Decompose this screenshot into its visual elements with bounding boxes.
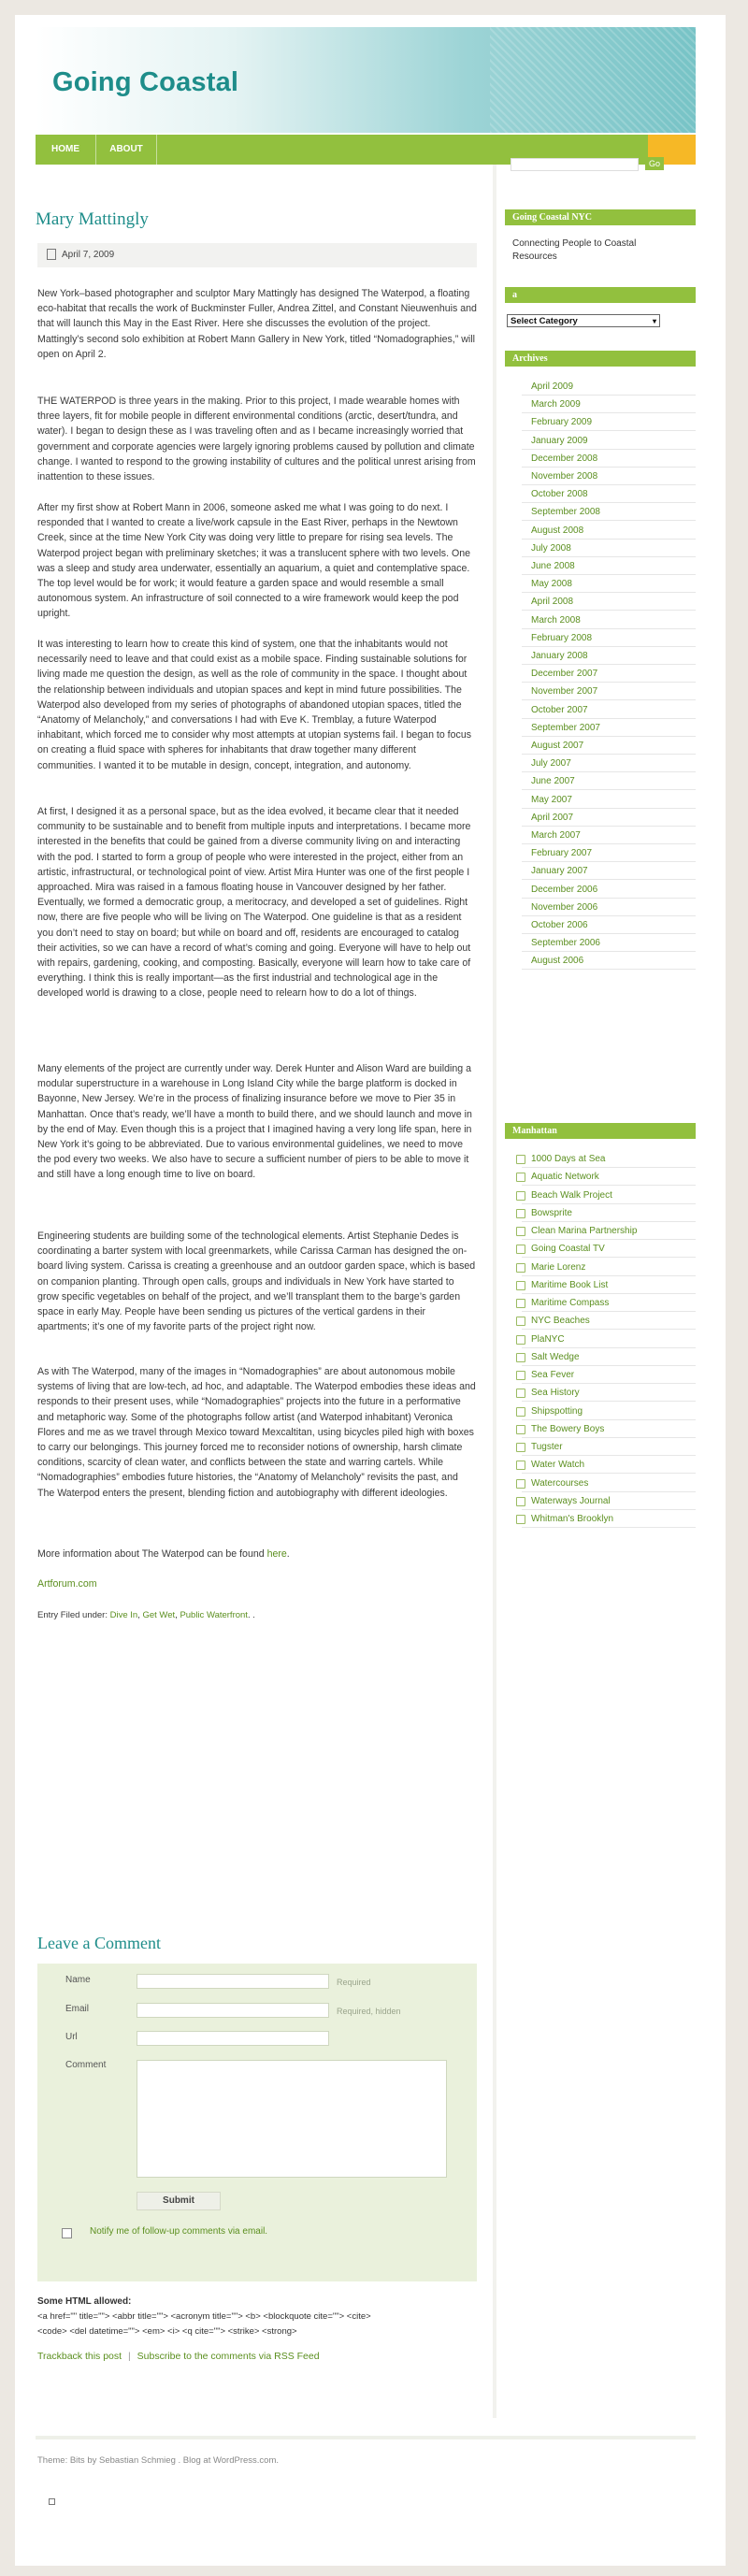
archive-divider — [522, 771, 696, 772]
comment-textarea[interactable] — [137, 2060, 447, 2178]
manhattan-link[interactable]: Going Coastal TV — [531, 1244, 605, 1255]
link-divider — [522, 1365, 696, 1366]
link-divider — [522, 1401, 696, 1402]
manhattan-link[interactable]: PlaNYC — [531, 1333, 565, 1345]
search-button[interactable]: Go — [645, 157, 664, 170]
link-divider — [522, 1275, 696, 1276]
submit-button[interactable]: Submit — [137, 2192, 221, 2210]
widget-heading-archives: Archives — [505, 351, 696, 367]
archive-divider — [522, 467, 696, 468]
link-divider — [522, 1509, 696, 1510]
link-divider — [522, 1203, 696, 1204]
archive-divider — [522, 664, 696, 665]
archive-link[interactable]: September 2008 — [531, 507, 600, 518]
more-info-link[interactable]: here — [266, 1548, 287, 1560]
stats-icon — [49, 2498, 55, 2505]
link-divider — [522, 1185, 696, 1186]
manhattan-link[interactable]: Clean Marina Partnership — [531, 1226, 638, 1236]
external-link-icon — [516, 1335, 525, 1345]
external-link-icon — [516, 1479, 525, 1489]
archive-link[interactable]: April 2008 — [531, 597, 574, 608]
artforum-paragraph — [37, 1576, 97, 1591]
archive-link[interactable]: December 2007 — [531, 669, 598, 680]
manhattan-link[interactable]: Water Watch — [531, 1460, 585, 1471]
filed-under-suffix: . . — [247, 1610, 255, 1620]
manhattan-link[interactable]: Waterways Journal — [531, 1495, 611, 1506]
archive-divider — [522, 915, 696, 916]
archive-link[interactable]: July 2008 — [531, 542, 571, 554]
external-link-icon — [516, 1209, 525, 1218]
filed-under-label: Entry Filed under: — [37, 1610, 110, 1620]
allowed-html-line: <a href="" title=""> <abbr title=""> <acronym title=""> <b> <blockquote cite=""> <cite> — [37, 2311, 371, 2322]
archive-divider — [522, 574, 696, 575]
footer-divider — [36, 2436, 696, 2439]
post-paragraph: After my first show at Robert Mann in 2006, someone asked me what I was going to do next. I responded that I wanted to create a live/work capsule in the East River, perhaps in the Newtown Creek, since at the time New York City was doing very little to prepare for rising sea levels. The Waterpod project began with preliminary sketches; it was a translucent sphere with two levels. One was a sleep and study area underwater, essentially an aquarium, a quiet and contemplative space. The top level would be for work; it would feature a garden space and would resemble a small autonomous system. An infrastructure of soil connected to a wire framework would keep the pod upright. — [37, 502, 471, 620]
post-title[interactable]: Mary Mattingly — [36, 209, 149, 229]
sidebar-divider — [493, 165, 496, 2418]
chevron-down-icon: ▾ — [652, 317, 656, 325]
archive-link[interactable]: June 2008 — [531, 561, 575, 571]
archive-divider — [522, 969, 696, 970]
more-info — [37, 1547, 290, 1561]
archive-divider — [522, 592, 696, 593]
manhattan-link[interactable]: Maritime Book List — [531, 1279, 609, 1290]
manhattan-link[interactable]: Shipspotting — [531, 1405, 583, 1417]
rss-link[interactable]: Subscribe to the comments via RSS Feed — [137, 2351, 320, 2362]
archive-link[interactable]: October 2007 — [531, 704, 588, 715]
archive-divider — [522, 826, 696, 827]
manhattan-link[interactable]: Maritime Compass — [531, 1298, 610, 1308]
external-link-icon — [516, 1407, 525, 1417]
archive-link[interactable]: May 2008 — [531, 579, 572, 590]
url-label: Url — [65, 2032, 78, 2042]
link-divider — [522, 1437, 696, 1438]
archive-link[interactable]: November 2008 — [531, 471, 598, 482]
archive-divider — [522, 539, 696, 540]
link-divider — [522, 1329, 696, 1330]
external-link-icon — [516, 1245, 525, 1254]
manhattan-link[interactable]: Aquatic Network — [531, 1172, 599, 1183]
manhattan-link[interactable]: Sea History — [531, 1388, 580, 1399]
external-link-icon — [516, 1299, 525, 1308]
post-paragraph: Many elements of the project are currently under way. Derek Hunter and Alison Ward are building a modular superstructure in a warehouse in Long Island City while the barge platform is docked in Bayonne, New Jersey. We’re in the process of finalizing insurance before we move to Pier 35 in Manhattan. Once that’s ready, we’ll have a month to build there, and we should launch and move in by the end of May. Even though this is a project that I imagined having a very long life span, here in New York it’s going to be abbreviated. Due to various environmental guidelines, we need to move the pod every two weeks. We also have to secure a sufficient number of piers to be able to move it and still have a long enough time to live on board. — [37, 1063, 472, 1181]
link-divider — [522, 1527, 696, 1528]
archive-link[interactable]: January 2007 — [531, 866, 588, 877]
external-link-icon — [516, 1263, 525, 1273]
post-paragraph: Engineering students are building some of the technological elements. Artist Stephanie Dedes is coordinating a barter system with local greenmarkets, while Carissa Carman has designed the on-board living system. Carissa is creating a greenhouse and an outdoor garden space, which is based on companion planting. Through open calls, groups and individuals in New York have started to grow specific vegetables on behalf of the project, and we’ll transplant them to the barge’s garden space in early May. People have been sending us pictures of the vertical gardens in their apartments; it’s one of my favorite parts of the project right now. — [37, 1230, 476, 1333]
archive-link[interactable]: July 2007 — [531, 758, 571, 770]
widget-heading-categories: a — [505, 287, 696, 303]
filed-under: Entry Filed under: Dive In, Get Wet, Public Waterfront. . — [37, 1610, 255, 1620]
allowed-html-title: Some HTML allowed: — [37, 2296, 132, 2307]
widget-heading-nyc: Going Coastal NYC — [505, 209, 696, 225]
comment-label: Comment — [65, 2060, 107, 2070]
archive-link[interactable]: March 2008 — [531, 614, 581, 626]
manhattan-link[interactable]: Bowsprite — [531, 1207, 572, 1218]
link-divider — [522, 1293, 696, 1294]
manhattan-link[interactable]: Marie Lorenz — [531, 1261, 586, 1273]
comment-heading: Leave a Comment — [37, 1934, 161, 1952]
archive-divider — [522, 502, 696, 503]
external-link-icon — [516, 1317, 525, 1326]
notify-label: Notify me of follow-up comments via email. — [90, 2226, 268, 2237]
manhattan-link[interactable]: Sea Fever — [531, 1370, 575, 1380]
manhattan-link[interactable]: Tugster — [531, 1442, 563, 1452]
more-info-suffix: . — [286, 1548, 290, 1560]
name-required-note: Required — [337, 1978, 371, 1987]
archive-link[interactable]: February 2008 — [531, 632, 593, 643]
external-link-icon — [516, 1443, 525, 1452]
manhattan-link[interactable]: Salt Wedge — [531, 1351, 580, 1362]
archive-divider — [522, 412, 696, 413]
archive-divider — [522, 682, 696, 683]
site-title[interactable]: Going Coastal — [52, 67, 239, 97]
category-link[interactable]: Dive In — [109, 1610, 138, 1620]
external-link-icon — [516, 1461, 525, 1470]
manhattan-link[interactable]: Beach Walk Project — [531, 1189, 612, 1201]
archive-divider — [522, 898, 696, 899]
external-link-icon — [516, 1515, 525, 1524]
archive-link[interactable]: June 2007 — [531, 776, 575, 787]
archive-divider — [522, 646, 696, 647]
archive-link[interactable]: December 2008 — [531, 453, 598, 464]
name-label: Name — [65, 1975, 91, 1985]
archive-divider — [522, 879, 696, 880]
external-link-icon — [516, 1371, 525, 1380]
manhattan-link[interactable]: 1000 Days at Sea — [531, 1154, 606, 1164]
post-paragraph: THE WATERPOD is three years in the making. Prior to this project, I made wearable homes with three layers, fit for mobile people in different environmental conditions (arctic, desert/tundra, and water). I began to design these as I was traveling often and as I became increasingly worried that government and corporate agencies were largely ignoring problems caused by pollution and climate change. I wanted to respond to the growing instability of cultures and the political unrest arising from inattention to these issues. — [37, 396, 476, 483]
category-select[interactable] — [507, 314, 660, 327]
trackback-separator: | — [127, 2351, 131, 2362]
archive-link[interactable]: January 2009 — [531, 435, 588, 446]
post-date: April 7, 2009 — [62, 250, 115, 260]
more-info-text: More information about The Waterpod can be found — [37, 1548, 267, 1560]
archive-link[interactable]: September 2006 — [531, 938, 600, 949]
archive-link[interactable]: February 2009 — [531, 417, 593, 428]
archive-link[interactable]: November 2007 — [531, 686, 598, 698]
archive-link[interactable]: April 2009 — [531, 381, 574, 392]
archive-link[interactable]: November 2006 — [531, 901, 598, 913]
archive-link[interactable]: February 2007 — [531, 848, 593, 859]
link-divider — [522, 1239, 696, 1240]
search-input[interactable] — [511, 158, 639, 171]
link-divider — [522, 1419, 696, 1420]
notify-checkbox[interactable] — [62, 2228, 72, 2238]
link-divider — [522, 1221, 696, 1222]
archive-divider — [522, 718, 696, 719]
archive-divider — [522, 430, 696, 431]
archive-divider — [522, 736, 696, 737]
archive-divider — [522, 754, 696, 755]
archive-divider — [522, 520, 696, 521]
artforum-link[interactable]: Artforum.com — [37, 1578, 97, 1590]
external-link-icon — [516, 1497, 525, 1506]
archive-link[interactable]: January 2008 — [531, 651, 588, 661]
url-input[interactable] — [137, 2031, 329, 2046]
archive-link[interactable]: August 2007 — [531, 741, 584, 751]
archive-divider — [522, 789, 696, 790]
external-link-icon — [516, 1353, 525, 1362]
external-link-icon — [516, 1227, 525, 1236]
archive-divider — [522, 933, 696, 934]
external-link-icon — [516, 1425, 525, 1434]
archive-link[interactable]: March 2007 — [531, 830, 581, 841]
manhattan-link[interactable]: The Bowery Boys — [531, 1423, 605, 1434]
email-required-note: Required, hidden — [337, 2007, 401, 2016]
archive-divider — [522, 951, 696, 952]
link-divider — [522, 1257, 696, 1258]
post-paragraph: At first, I designed it as a personal space, but as the idea evolved, it became clear that it needed community to be sustainable and to benefit from multiple inputs and interpretations. I became more interested in the benefits that could be gained from a diverse community living on and interacting with the pod. I started to form a group of people who were interested in the project, either from an artistic, infrastructural, or technological point of view. Artist Mira Hunter was one of the first people I approached. Mira was raised in a famous floating house in Vancouver designed by her father. Eventually, we formed a democratic group, a meritocracy, and developed a set of guidelines. Right now, there are five people who will be living on The Waterpod. One guideline is that as a resident you don’t need to stay on board; but while on board and off, residents are encouraged to catalog their activities, so we can have a record of what’s coming and going. Everyone will have to help out with repairs, gardening, cooking, and composting. Basically, everyone will learn how to take care of everything. I think this is really important—as the first industrial and technological age in the developed world is drawing to a close, people need to relearn how to do a lot of things. — [37, 806, 471, 1000]
archive-divider — [522, 861, 696, 862]
manhattan-link[interactable]: Whitman's Brooklyn — [531, 1514, 614, 1524]
external-link-icon — [516, 1155, 525, 1164]
archive-link[interactable]: August 2008 — [531, 525, 584, 536]
manhattan-link[interactable]: NYC Beaches — [531, 1316, 590, 1327]
archive-divider — [522, 808, 696, 809]
nav-item-about[interactable]: ABOUT — [96, 135, 157, 165]
archive-link[interactable]: October 2008 — [531, 489, 588, 500]
post-paragraph: New York–based photographer and sculptor Mary Mattingly has designed The Waterpod, a floating eco-habitat that recalls the work of Buckminster Fuller, Andrea Zittel, and Constant Nieuwenhuis and that will launch this May in the East River. Here she discusses the evolution of the project. Mattingly’s second solo exhibition at Robert Mann Gallery in New York, titled “Nomadographies,” will open on April 2. — [37, 288, 477, 360]
archive-link[interactable]: March 2009 — [531, 399, 581, 410]
allowed-html-line: <code> <del datetime=""> <em> <i> <q cite=""> <strike> <strong> — [37, 2326, 297, 2337]
document-icon — [47, 249, 56, 260]
category-link[interactable]: Public Waterfront — [180, 1610, 248, 1620]
archive-link[interactable]: April 2007 — [531, 812, 574, 823]
archive-link[interactable]: May 2007 — [531, 794, 572, 805]
post-meta — [37, 243, 477, 267]
post-paragraph: As with The Waterpod, many of the images in “Nomadographies” are about autonomous mobile systems of living that are low-tech, ad hoc, and adaptable. The Waterpod embodies these ideas and responds to their present uses, while “Nomadographies” projects into the future in a performative and metaphoric way. Some of the photographs follow artist (and Waterpod inhabitant) Veronica Flores and me as we travel through Mexico toward Mexcaltitan, using bicycles piled high with boxes to carry our belongings. This journey forced me to reconsider notions of ownership, harsh climate conditions, scarcity of clean water, and conflicts between the state and warring cartels. While “Nomadographies” embodies future histories, the “Anatomy of Melancholy” revisits the past, and The Waterpod enters the present, blending fiction and autobiography with different ideologies. — [37, 1366, 476, 1499]
trackback-row — [37, 2351, 320, 2362]
email-label: Email — [65, 2004, 90, 2014]
external-link-icon — [516, 1281, 525, 1290]
archive-link[interactable]: September 2007 — [531, 722, 600, 733]
archive-divider — [522, 699, 696, 700]
link-divider — [522, 1491, 696, 1492]
archive-divider — [522, 449, 696, 450]
archive-divider — [522, 556, 696, 557]
archive-link[interactable]: August 2006 — [531, 956, 584, 967]
link-divider — [522, 1347, 696, 1348]
category-select-value: Select Category — [511, 316, 578, 326]
external-link-icon — [516, 1191, 525, 1201]
external-link-icon — [516, 1389, 525, 1398]
archive-link[interactable]: October 2006 — [531, 920, 588, 930]
footer-text: Theme: Bits by Sebastian Schmieg . Blog at WordPress.com. — [37, 2455, 280, 2466]
archive-divider — [522, 610, 696, 611]
site-header — [36, 27, 696, 133]
post-paragraph: It was interesting to learn how to create this kind of system, one that the inhabitants would not necessarily need to leave and that could exist as a mobile space. Finding sustainable solutions for living made me question the design, as well as the role of community in the space. I thought about the relationship between individuals and utopian spaces and kept in mind future possibilities. The Waterpod also developed from my series of photographs of abandoned utopian spaces, titled the “Anatomy of Melancholy,” and conversations I had with Eve K. Tremblay, a future Waterpod inhabitant, which forced me to consider why most attempts at utopian systems fail. I began to focus on creating a fluid space with spheres for inhabitants that draw together many different communities. I wanted it to be mutable in design, concept, integration, and autonomy. — [37, 639, 472, 771]
widget-heading-manhattan: Manhattan — [505, 1123, 696, 1139]
archive-divider — [522, 628, 696, 629]
link-divider — [522, 1473, 696, 1474]
external-link-icon — [516, 1173, 525, 1182]
link-divider — [522, 1455, 696, 1456]
nav-item-home[interactable]: HOME — [36, 135, 96, 165]
archive-divider — [522, 395, 696, 396]
link-divider — [522, 1311, 696, 1312]
archive-divider — [522, 843, 696, 844]
link-divider — [522, 1383, 696, 1384]
nyc-description: Connecting People to Coastal Resources — [512, 238, 637, 262]
category-link[interactable]: Get Wet — [142, 1610, 176, 1620]
name-input[interactable] — [137, 1974, 329, 1989]
email-input[interactable] — [137, 2003, 329, 2018]
archive-divider — [522, 484, 696, 485]
manhattan-link[interactable]: Watercourses — [531, 1477, 589, 1489]
link-divider — [522, 1167, 696, 1168]
archive-link[interactable]: December 2006 — [531, 884, 598, 895]
trackback-link[interactable]: Trackback this post — [37, 2351, 122, 2362]
